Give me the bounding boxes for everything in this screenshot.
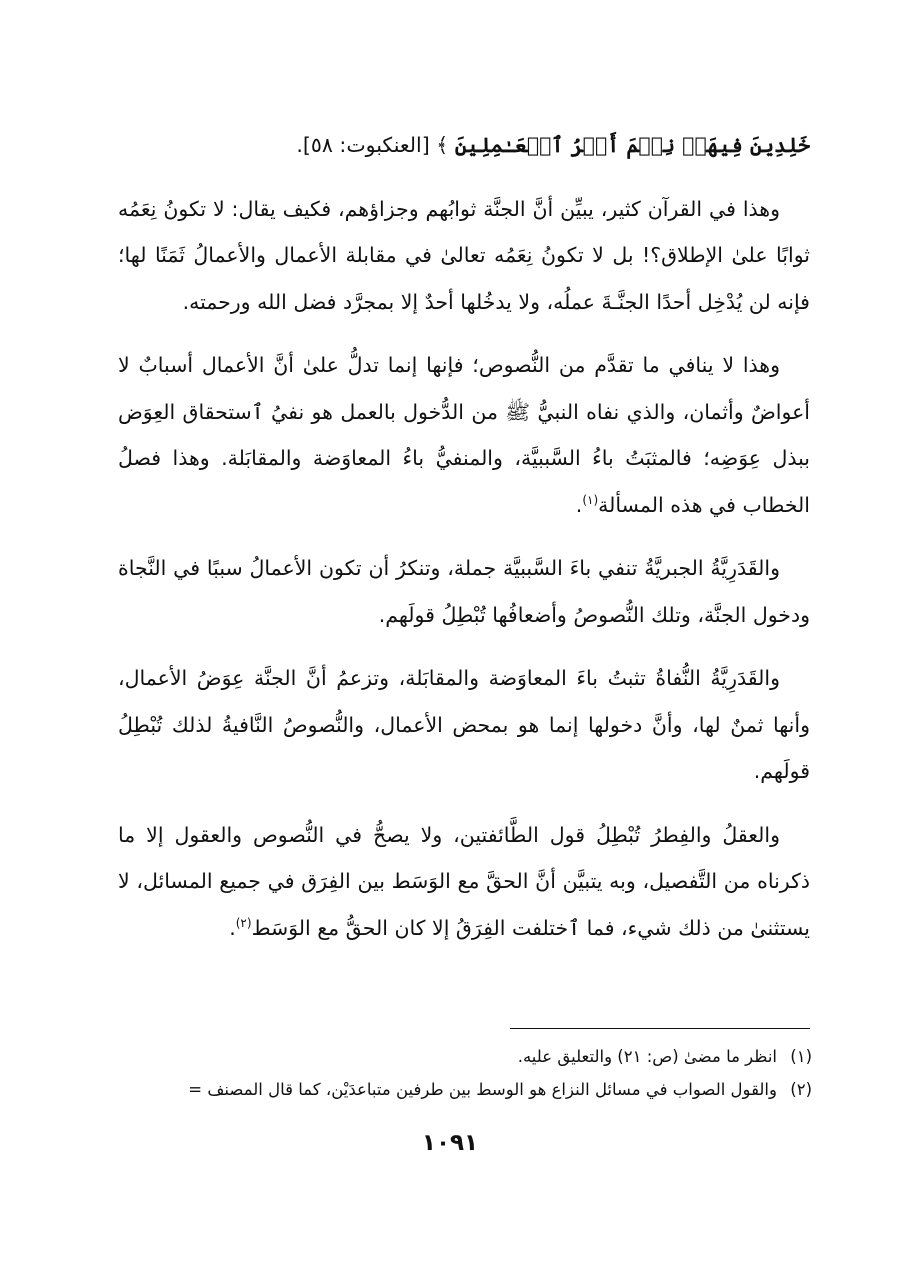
footnote	[110, 1073, 812, 1106]
footnote-ref[interactable]: (٢)	[235, 915, 252, 930]
footnote-ref[interactable]: (١)	[582, 492, 599, 507]
paragraph: والعقلُ والفِطرُ تُبْطِلُ قول الطَّائفتين، ولا يصحُّ في النُّصوص والعقول إلا ما ذكرناه من التَّفصيل، وبه يتبيَّن أنَّ الحقَّ مع الوَسَط بين الفِرَق في جميع المسائل، لا يستثنىٰ من ذلك شيء، فما ٱختلفت الفِرَقُ إلا كان الحقُّ مع الوَسَط$^{(٢)}$.	[118, 822, 810, 940]
paragraph-text: وهذا لا ينافي ما تقدَّم من النُّصوص؛ فإنها إنما تدلُّ علىٰ أنَّ الأعمال أسبابٌ لا أعواضٌ وأثمان، والذي نفاه النبيُّ ﷺ من الدُّخول بالعمل هو نفيُ ٱستحقاق العِوَض ببذل عِوَضِه؛ فالمثبَتُ باءُ السَّببيَّة، والمنفيُّ باءُ المعاوَضة والمقابَلة. وهذا فصلُ الخطاب في هذه المسألة	[118, 353, 810, 517]
paragraph	[118, 545, 810, 638]
footnote	[110, 1040, 812, 1073]
verse-close-mark: ﴾	[436, 133, 449, 157]
paragraph-text: والقَدَرِيَّةُ النُّفاةُ تثبتُ باءَ المعاوَضة والمقابَلة، وتزعمُ أنَّ الجنَّة عِوَضُ الأعمال، وأنها ثمنٌ لها، وأنَّ دخولها إنما هو بمحض الأعمال، والنُّصوصُ النَّافيةُ لذلك تُبْطِلُ قولَهم.	[118, 666, 810, 783]
footnote-number: (١)	[790, 1047, 812, 1066]
page-number: ١٠٩١	[421, 1130, 479, 1156]
footnote-text: والقول الصواب في مسائل النزاع هو الوسط بين طرفين متباعدَيْن، كما قال المصنف =	[188, 1080, 777, 1099]
verse-citation: [العنكبوت: ٥٨].	[296, 133, 430, 157]
footnote-separator	[510, 1028, 810, 1029]
paragraph	[118, 655, 810, 795]
paragraph	[118, 186, 810, 326]
paragraph-text: والقَدَرِيَّةُ الجبريَّةُ تنفي باءَ السَّببيَّة جملة، وتنكرُ أن تكون الأعمالُ سببًا في النَّجاة ودخول الجنَّة، وتلك النُّصوصُ وأضعافُها تُبْطِلُ قولَهم.	[118, 556, 810, 627]
paragraph-text: والعقلُ والفِطرُ تُبْطِلُ قول الطَّائفتين، ولا يصحُّ في النُّصوص والعقول إلا ما ذكرناه من التَّفصيل، وبه يتبيَّن أنَّ الحقَّ مع الوَسَط بين الفِرَق في جميع المسائل، لا يستثنىٰ من ذلك شيء، فما ٱختلفت الفِرَقُ إلا كان الحقُّ مع الوَسَط	[118, 822, 810, 940]
footnotes	[110, 1040, 812, 1106]
body-text	[118, 122, 810, 968]
quran-verse: خَلِدِينَ فِيهَاۚ نِعۡمَ أَجۡرُ ٱلۡعَـٰمِلِينَ	[454, 133, 810, 157]
paragraph: وهذا لا ينافي ما تقدَّم من النُّصوص؛ فإنها إنما تدلُّ علىٰ أنَّ الأعمال أسبابٌ لا أعواضٌ وأثمان، والذي نفاه النبيُّ ﷺ من الدُّخول بالعمل هو نفيُ ٱستحقاق العِوَض ببذل عِوَضِه؛ فالمثبَتُ باءُ السَّببيَّة، والمنفيُّ باءُ المعاوَضة والمقابَلة. وهذا فصلُ الخطاب في هذه المسألة$^{(١)}$.	[118, 353, 810, 517]
footnote-number: (٢)	[790, 1080, 812, 1099]
paragraph-text: وهذا في القرآن كثير، يبيِّن أنَّ الجنَّة ثوابُهم وجزاؤهم، فكيف يقال: لا تكونُ نِعَمُه ثوابًا علىٰ الإطلاق؟! بل لا تكونُ نِعَمُه تعالىٰ في مقابلة الأعمال والأعمالُ ثَمَنًا لها؛ فإنه لن يُدْخِل أحدًا الجنَّـةَ عملُه، ولا يدخُلها أحدٌ إلا بمجرَّد فضل الله ورحمته.	[118, 196, 810, 314]
footnote-text: انظر ما مضىٰ (ص: ٢١) والتعليق عليه.	[517, 1047, 777, 1066]
verse-line	[118, 122, 810, 169]
